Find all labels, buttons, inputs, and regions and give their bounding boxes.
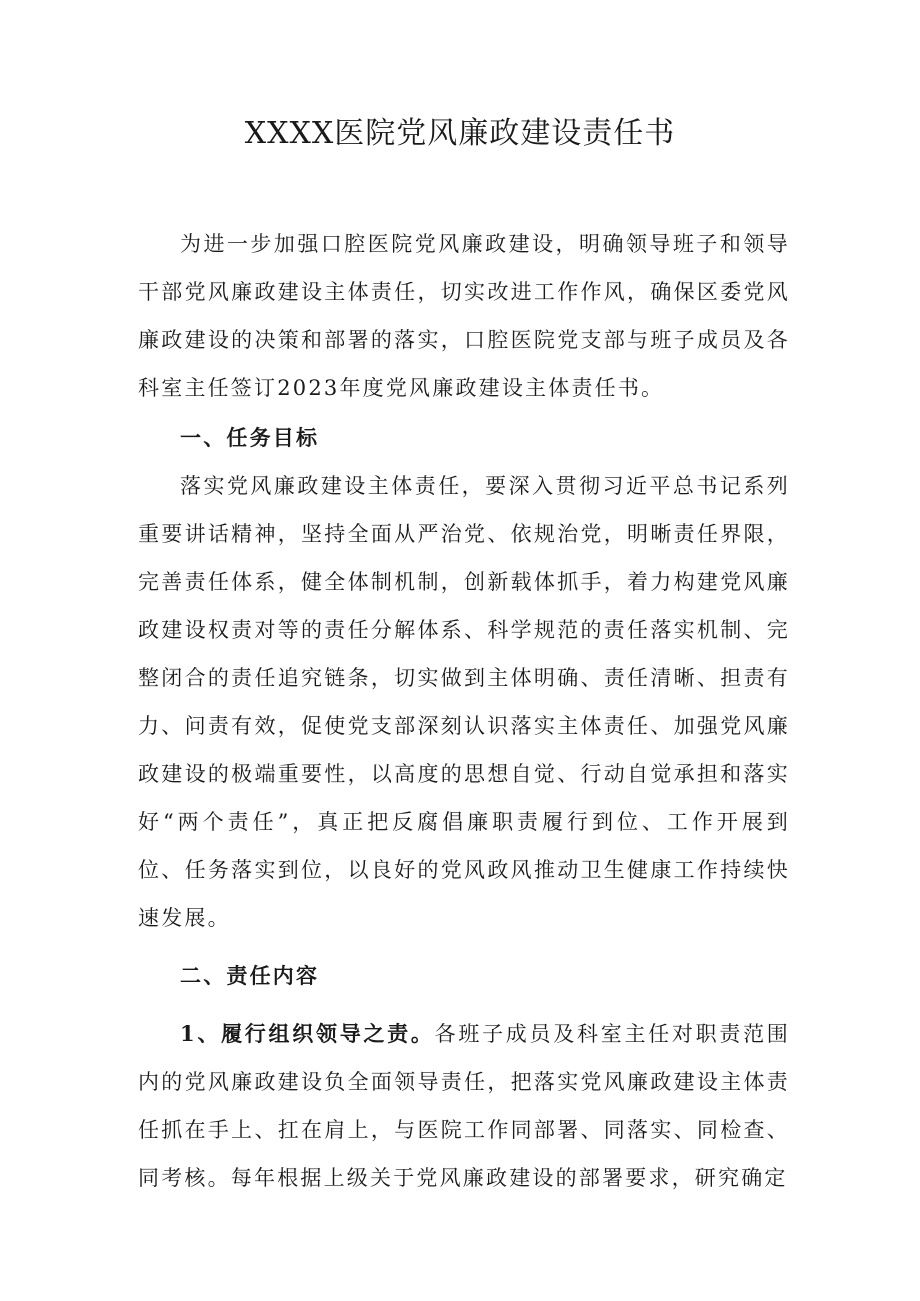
section-2-item-1 bbox=[138, 1010, 790, 1202]
intro-paragraph: 为进一步加强口腔医院党风廉政建设，明确领导班子和领导干部党风廉政建设主体责任，切实改进工作作风，确保区委党风廉政建设的决策和部署的落实，口腔医院党支部与班子成员及各科室主任签订2023年度党风廉政建设主体责任书。 bbox=[138, 232, 790, 400]
section-1-heading: 一、任务目标 bbox=[180, 425, 320, 450]
section-2-heading: 二、责任内容 bbox=[180, 963, 320, 988]
item-1-lead: 1、履行组织领导之责。 bbox=[180, 1021, 435, 1046]
document-title: XXXX医院党风廉政建设责任书 bbox=[244, 116, 676, 151]
item-1-body: 各班子成员及科室主任对职责范围内的党风廉政建设负全面领导责任，把落实党风廉政建设主体责任抓在手上、扛在肩上，与医院工作同部署、同落实、同检查、同考核。每年根据上级关于党风廉政建设的部署要求，研究确定 bbox=[138, 1022, 791, 1190]
document-body bbox=[138, 220, 790, 1202]
section-1-paragraph: 落实党风廉政建设主体责任，要深入贯彻习近平总书记系列重要讲话精神，坚持全面从严治党、依规治党，明晰责任界限，完善责任体系，健全体制机制，创新载体抓手，着力构建党风廉政建设权责对等的责任分解体系、科学规范的责任落实机制、完整闭合的责任追究链条，切实做到主体明确、责任清晰、担责有力、问责有效，促使党支部深刻认识落实主体责任、加强党风廉政建设的极端重要性，以高度的思想自觉、行动自觉承担和落实好“两个责任”，真正把反腐倡廉职责履行到位、工作开展到位、任务落实到位，以良好的党风政风推动卫生健康工作持续快速发展。 bbox=[138, 474, 790, 930]
